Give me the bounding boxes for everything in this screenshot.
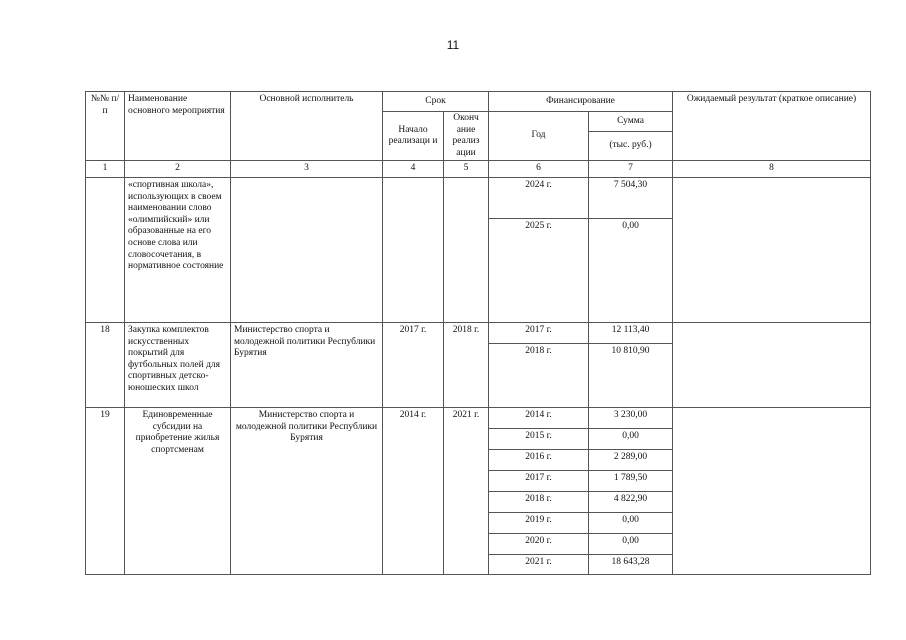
row-fin-sum: 0,00: [589, 533, 673, 554]
row-fin-sum: 0,00: [589, 428, 673, 449]
index-cell: 2: [125, 161, 231, 178]
page-number: 11: [446, 38, 460, 52]
header-start: Начало реализаци и: [383, 112, 444, 161]
table-row: [86, 322, 871, 343]
header-year: Год: [489, 112, 589, 161]
row-fin-sum: 2 289,00: [589, 449, 673, 470]
row-fin-year: 2014 г.: [489, 407, 589, 428]
table-row: [86, 407, 871, 428]
index-cell: 8: [673, 161, 871, 178]
row-fin-sum: 0,00: [589, 218, 673, 322]
index-cell: 4: [383, 161, 444, 178]
row-fin-sum: 18 643,28: [589, 554, 673, 574]
row-fin-sum: 7 504,30: [589, 177, 673, 218]
row-executor: Министерство спорта и молодежной политики Республики Бурятия: [231, 407, 383, 574]
row-result: [673, 322, 871, 407]
index-cell: 5: [444, 161, 489, 178]
header-sum: Сумма: [589, 112, 673, 132]
row-fin-year: 2020 г.: [489, 533, 589, 554]
header-end: Оконч ание реализ ации: [444, 112, 489, 161]
program-activities-table: [85, 91, 871, 575]
row-fin-sum: 1 789,50: [589, 470, 673, 491]
row-fin-year: 2024 г.: [489, 177, 589, 218]
row-name: Единовременные субсидии на приобретение жилья спортсменам: [125, 407, 231, 574]
row-num: 19: [86, 407, 125, 574]
row-executor: [231, 177, 383, 322]
row-fin-year: 2021 г.: [489, 554, 589, 574]
row-result: [673, 177, 871, 322]
row-end: [444, 177, 489, 322]
index-cell: 3: [231, 161, 383, 178]
row-fin-year: 2015 г.: [489, 428, 589, 449]
row-name: «спортивная школа», использующих в своем наименовании слово «олимпийский» или образованные на его основе слова или словосочетания, в нормативное состояние: [125, 177, 231, 322]
header-sum-unit: (тыс. руб.): [589, 132, 673, 161]
table-row: [86, 177, 871, 218]
row-num: 18: [86, 322, 125, 407]
header-result: Ожидаемый результат (краткое описание): [673, 92, 871, 161]
row-start: 2017 г.: [383, 322, 444, 407]
row-executor: Министерство спорта и молодежной политики Республики Бурятия: [231, 322, 383, 407]
row-end: 2021 г.: [444, 407, 489, 574]
row-fin-year: 2025 г.: [489, 218, 589, 322]
row-fin-year: 2017 г.: [489, 322, 589, 343]
header-num: №№ п/п: [86, 92, 125, 161]
row-fin-sum: 3 230,00: [589, 407, 673, 428]
row-start: [383, 177, 444, 322]
row-name: Закупка комплектов искусственных покрытий для футбольных полей для спортивных детско-юношеских школ: [125, 322, 231, 407]
row-end: 2018 г.: [444, 322, 489, 407]
index-cell: 1: [86, 161, 125, 178]
row-fin-sum: 10 810,90: [589, 343, 673, 407]
header-period: Срок: [383, 92, 489, 112]
header-executor: Основной исполнитель: [231, 92, 383, 161]
row-fin-year: 2017 г.: [489, 470, 589, 491]
row-fin-year: 2016 г.: [489, 449, 589, 470]
row-result: [673, 407, 871, 574]
index-row: [86, 161, 871, 178]
row-start: 2014 г.: [383, 407, 444, 574]
row-num: [86, 177, 125, 322]
header-name: Наименование основного мероприятия: [125, 92, 231, 161]
row-fin-sum: 12 113,40: [589, 322, 673, 343]
row-fin-year: 2018 г.: [489, 491, 589, 512]
row-fin-sum: 0,00: [589, 512, 673, 533]
row-fin-year: 2019 г.: [489, 512, 589, 533]
header-financing: Финансирование: [489, 92, 673, 112]
index-cell: 7: [589, 161, 673, 178]
row-fin-sum: 4 822,90: [589, 491, 673, 512]
row-fin-year: 2018 г.: [489, 343, 589, 407]
index-cell: 6: [489, 161, 589, 178]
